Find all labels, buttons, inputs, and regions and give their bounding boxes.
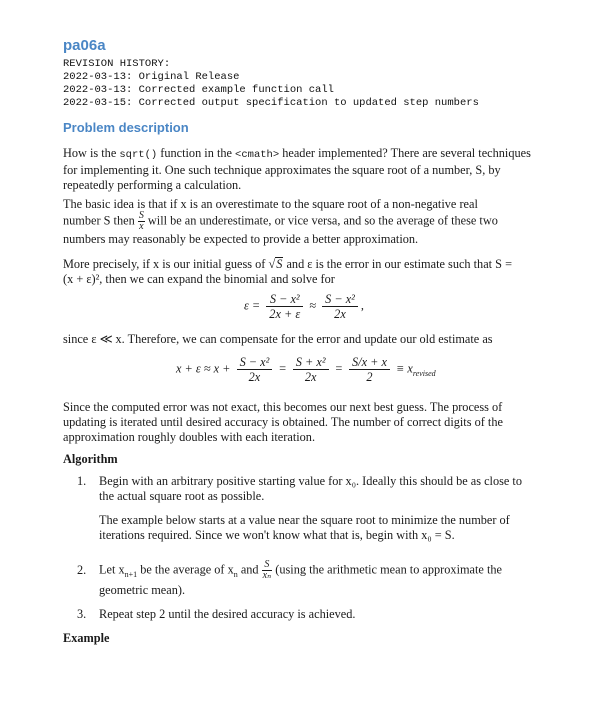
code-sqrt: sqrt() [119, 149, 158, 161]
paragraph-precise-line2: (x + ε)², then we can expand the binomial and solve for [63, 272, 335, 286]
step-number: 1. [77, 474, 87, 488]
step-number: 3. [77, 607, 87, 621]
fraction-s-over-x: $\frac{S}{x}$ [138, 210, 144, 232]
step-3-text: Repeat step 2 until the desired accuracy is achieved. [99, 607, 356, 621]
example-heading: Example [63, 631, 110, 645]
step-number: 2. [77, 563, 87, 577]
code-cmath: <cmath> [235, 149, 280, 161]
paragraph-intro: How is the sqrt() function in the <cmath> header implemented? There are several techniques for implementing it. One such technique approximates the square root of a number, S, by repeatedly performing a calculation. [63, 146, 531, 192]
sqrt-s: S [276, 257, 283, 271]
algorithm-heading: Algorithm [63, 452, 118, 466]
document-title: pa06a [63, 37, 106, 54]
revision-history-header: REVISION HISTORY: [63, 58, 171, 70]
revision-entry: 2022-03-15: Corrected output specification to updated step numbers [63, 97, 479, 109]
paragraph-iteration: Since the computed error was not exact, this becomes our next best guess. The process of updating is iterated until desired accuracy is obtained. The number of correct digits of the approximation roughly doubles with each iteration. [63, 400, 503, 444]
step-2-continued: geometric mean). [99, 583, 186, 597]
paragraph-precise-line1: More precisely, if x is our initial guess of √S and ε is the error in our estimate such that S = [63, 257, 513, 271]
revision-entry: 2022-03-13: Original Release [63, 71, 240, 83]
revision-entry: 2022-03-13: Corrected example function call [63, 84, 334, 96]
step-2-text: Let $x_{n+1}$ be the average of $x_n$ and $\frac{S}{\text{xₙ}}$ (using the arithmetic mean to approximate the [99, 559, 502, 581]
fraction-s-over-xn: $\frac{S}{\text{xₙ}}$ [262, 559, 272, 581]
section-heading-problem-description: Problem description [63, 120, 189, 135]
paragraph-compensate: since ε ≪ x. Therefore, we can compensate for the error and update our old estimate as [63, 332, 493, 346]
paragraph-basic-idea-line3: numbers may reasonably be expected to provide a better approximation. [63, 232, 419, 246]
paragraph-basic-idea-line1: The basic idea is that if x is an overestimate to the square root of a non-negative real [63, 197, 478, 211]
step-1-note: The example below starts at a value near the square root to minimize the number of iterations required. Since we won't know what that is, begin with x₀ = S. [99, 513, 510, 542]
equation-epsilon: ε = $\frac{\text{S − x²}}{2x + \varepsilon}$ ≈ $\frac{\text{S − x²}}{2x}$ , [244, 292, 364, 321]
paragraph-basic-idea-line2: number S then $\frac{S}{x}$ will be an underestimate, or vice versa, and so the average of these two [63, 210, 498, 232]
equation-update: x + ε ≈ x + $\frac{\text{S − x²}}{2x}$ = $\frac{\text{S + x²}}{2x}$ = $\frac{S/x + x}{2}$ ≡ $x_{revised}$ [176, 355, 436, 384]
step-1-text: Begin with an arbitrary positive starting value for x₀. Ideally this should be as close to the actual square root as possible. [99, 474, 522, 503]
